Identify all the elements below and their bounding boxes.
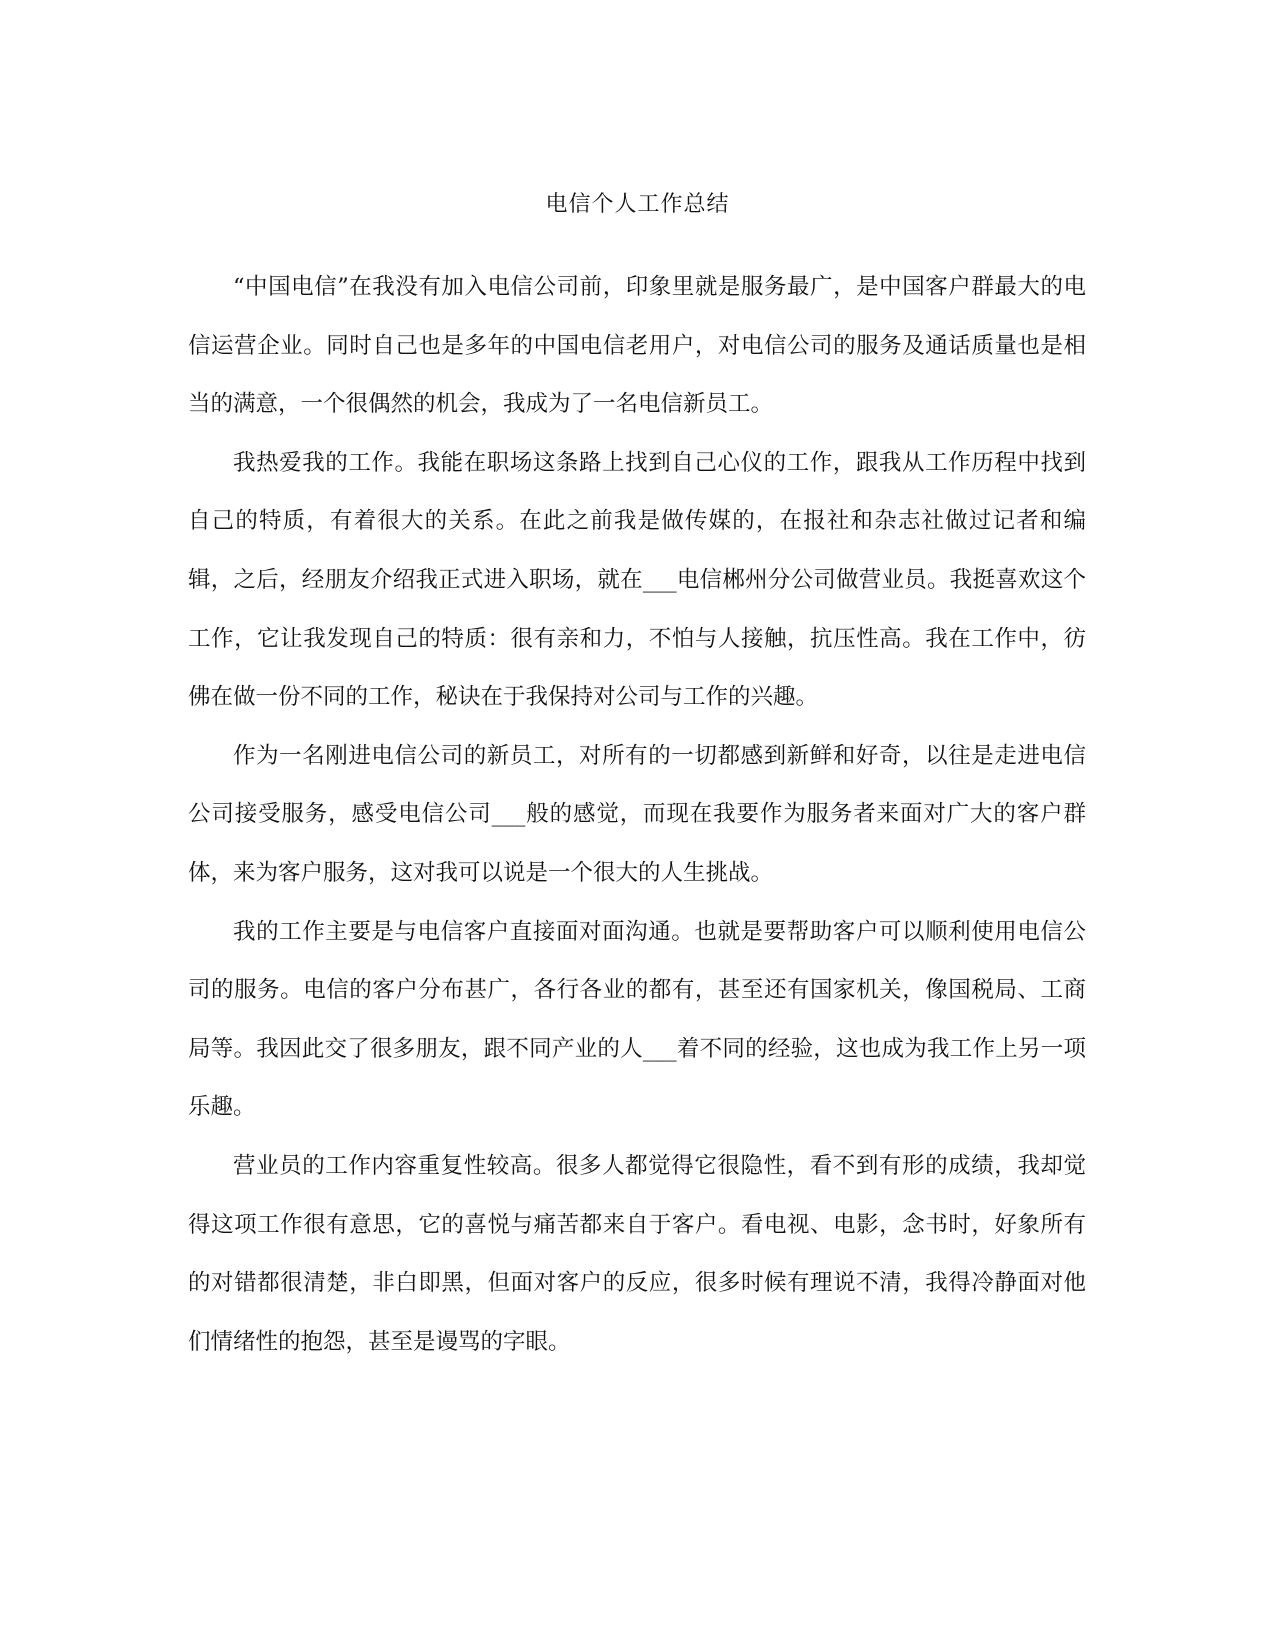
paragraph-2: 我热爱我的工作。我能在职场这条路上找到自己心仪的工作，跟我从工作历程中找到自己的特质，有着很大的关系。在此之前我是做传媒的，在报社和杂志社做过记者和编辑，之后，经朋友介绍我正式进入职场，就在___电信郴州分公司做营业员。我挺喜欢这个工作，它让我发现自己的特质：很有亲和力，不怕与人接触，抗压性高。我在工作中，彷佛在做一份不同的工作，秘诀在于我保持对公司与工作的兴趣。 [188,449,1086,711]
paragraph-1: “中国电信”在我没有加入电信公司前，印象里就是服务最广，是中国客户群最大的电信运营企业。同时自己也是多年的中国电信老用户，对电信公司的服务及通话质量也是相当的满意，一个很偶然的机会，我成为了一名电信新员工。 [188,274,1086,418]
document-title: 电信个人工作总结 [545,192,730,217]
paragraph-4: 我的工作主要是与电信客户直接面对面沟通。也就是要帮助客户可以顺利使用电信公司的服务。电信的客户分布甚广，各行各业的都有，甚至还有国家机关，像国税局、工商局等。我因此交了很多朋友，跟不同产业的人___着不同的经验，这也成为我工作上另一项乐趣。 [188,918,1086,1121]
paragraph-3: 作为一名刚进电信公司的新员工，对所有的一切都感到新鲜和好奇，以往是走进电信公司接受服务，感受电信公司___般的感觉，而现在我要作为服务者来面对广大的客户群体，来为客户服务，这对我可以说是一个很大的人生挑战。 [188,742,1086,886]
paragraph-5: 营业员的工作内容重复性较高。很多人都觉得它很隐性，看不到有形的成绩，我却觉得这项工作很有意思，它的喜悦与痛苦都来自于客户。看电视、电影，念书时，好象所有的对错都很清楚，非白即黑，但面对客户的反应，很多时候有理说不清，我得冷静面对他们情绪性的抱怨，甚至是谩骂的字眼。 [188,1152,1086,1355]
document-body [188,258,1086,1371]
